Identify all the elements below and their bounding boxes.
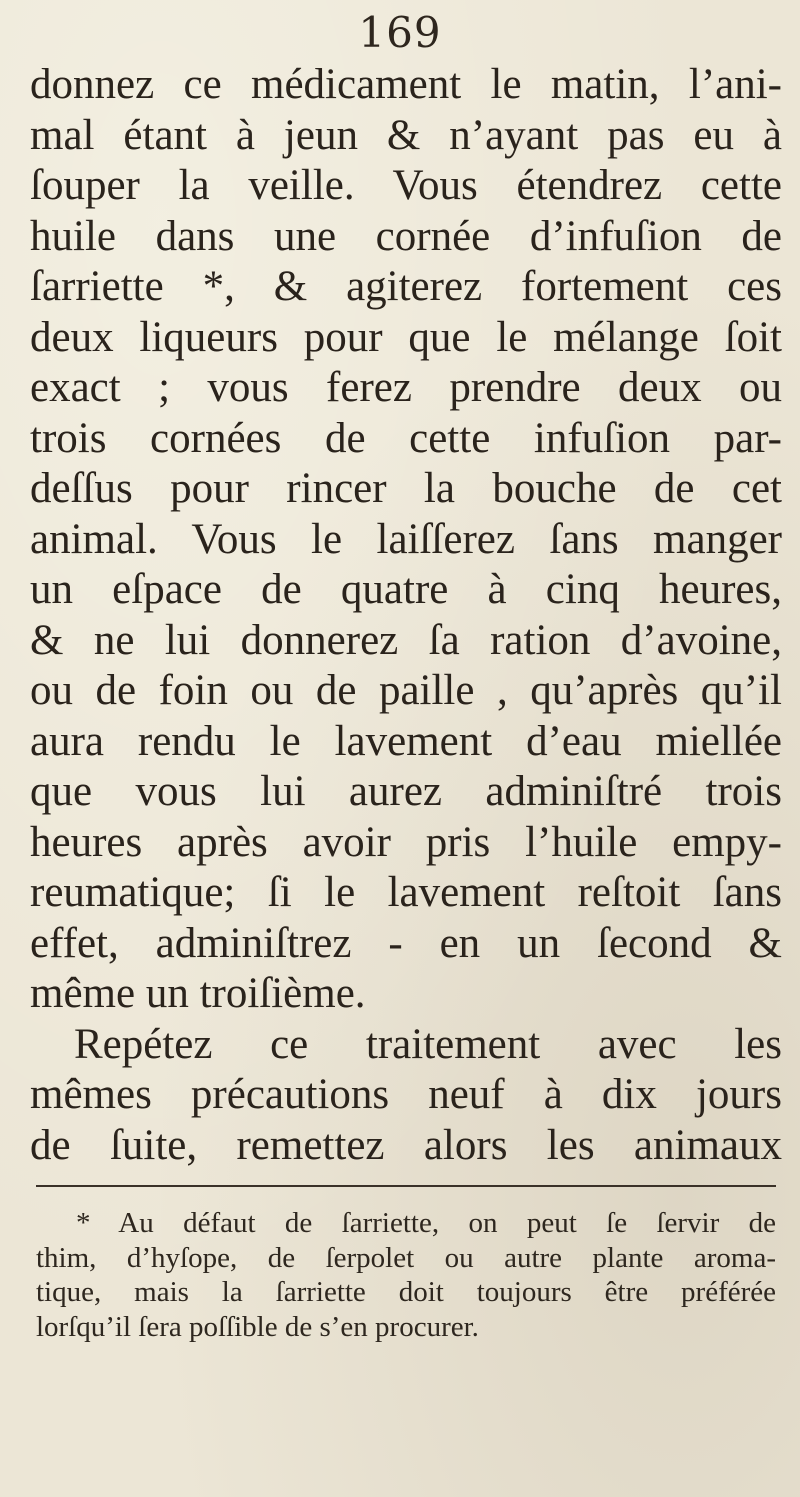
paragraph-1 [30,60,782,1020]
text-line: reumatique; ſi le lavement reſtoit ſans [30,869,782,916]
text-line: aura rendu le lavement d’eau miellée [30,717,782,765]
footnote-line: tique, mais la ſarriette doit toujours être préférée [36,1276,776,1308]
text-line: de ſuite, remettez alors les animaux [30,1121,782,1169]
footnote-line: lorſqu’il ſera poſſible de s’en procurer. [36,1310,479,1343]
text-line: Repétez ce traitement avec les [74,1020,782,1068]
footnote [36,1206,776,1344]
text-line: heures après avoir pris l’huile empy- [30,818,782,866]
paragraph-2 [30,1020,782,1172]
footnote-line: thim, d’hyſope, de ſerpolet ou autre plante aroma- [36,1241,776,1274]
text-line: deſſus pour rincer la bouche de cet [30,465,782,512]
text-line: un eſpace de quatre à cinq heures, [30,566,782,613]
footnote-divider [36,1185,776,1187]
text-line: animal. Vous le laiſſerez ſans manger [30,515,782,563]
main-text [30,60,782,1171]
text-line: donnez ce médicament le matin, l’ani- [30,61,782,108]
text-line: ou de foin ou de paille , qu’après qu’il [30,667,782,714]
text-line: exact ; vous ferez prendre deux ou [30,364,782,411]
text-line: huile dans une cornée d’infuſion de [30,212,782,260]
text-line: ſarriette *, & agiterez fortement ces [30,263,782,310]
text-line: trois cornées de cette infuſion par- [30,414,782,462]
text-line: & ne lui donnerez ſa ration d’avoine, [30,616,782,664]
page-number: 169 [358,8,442,57]
text-line: effet, adminiſtrez - en un ſecond & [30,919,782,967]
footnote-line: * Au défaut de ſarriette, on peut ſe ſervir de [76,1207,776,1239]
text-line: même un troiſième. [30,970,366,1017]
text-line: que vous lui aurez adminiſtré trois [30,768,782,815]
text-line: mêmes précautions neuf à dix jours [30,1071,782,1118]
text-line: deux liqueurs pour que le mélange ſoit [30,313,782,361]
text-line: ſouper la veille. Vous étendrez cette [30,162,782,209]
text-line: mal étant à jeun & n’ayant pas eu à [30,111,782,159]
